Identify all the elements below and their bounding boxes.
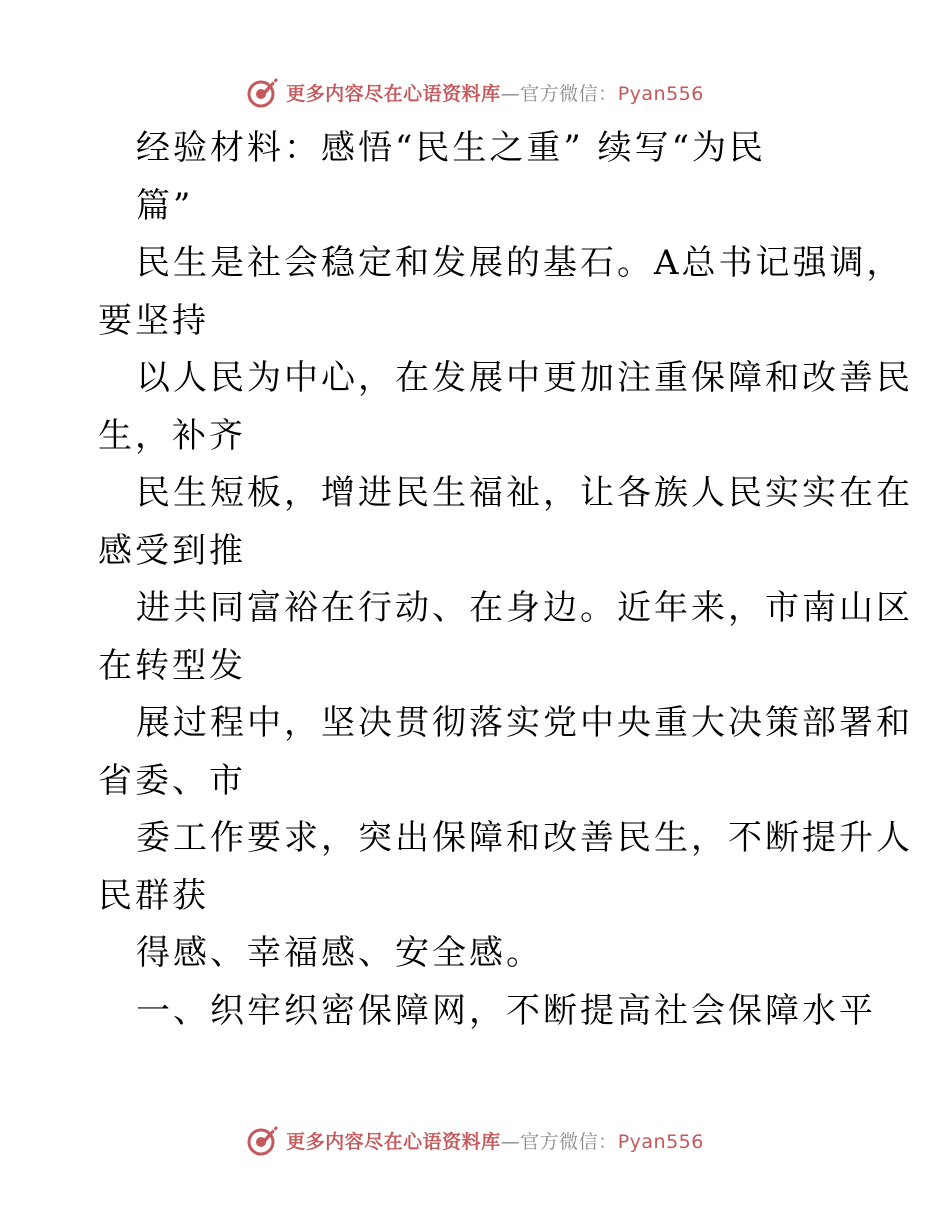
paragraph-line: 生，补齐 (98, 415, 246, 456)
paragraph-line: 展过程中，坚决贯彻落实党中央重大决策部署和 (136, 703, 913, 743)
paragraph-line: 省委、市 (98, 760, 246, 801)
watermark-main: 更多内容尽在心语资料库 (286, 82, 501, 105)
paragraph-line: 要坚持 (98, 300, 209, 341)
watermark-text (286, 1127, 704, 1154)
watermark-wechat-id: Pyan556 (617, 82, 704, 105)
paragraph-line: 民群获 (98, 875, 209, 916)
watermark-text (286, 79, 704, 106)
paragraph-line: 民生短板，增进民生福祉，让各族人民实实在在 (136, 473, 913, 513)
watermark-label: 官方微信： (520, 1130, 618, 1153)
document-title-line-1: 经验材料：感悟“民生之重” 续写“为民 (136, 128, 766, 168)
paragraph-line: 进共同富裕在行动、在身边。近年来，市南山区 (136, 588, 913, 628)
watermark-wechat-id: Pyan556 (617, 1130, 704, 1153)
watermark-label: 官方微信： (520, 82, 618, 105)
paragraph-line: 以人民为中心，在发展中更加注重保障和改善民 (136, 358, 913, 398)
document-title-line-2: 篇” (136, 185, 194, 226)
watermark-dash: — (500, 1130, 521, 1153)
quill-logo-icon (246, 75, 280, 109)
document-body (98, 120, 913, 1040)
footer-watermark (0, 1120, 950, 1160)
paragraph-line: 在转型发 (98, 645, 246, 686)
paragraph-line: 委工作要求，突出保障和改善民生，不断提升人 (136, 818, 913, 858)
paragraph-line: 感受到推 (98, 530, 246, 571)
quill-logo-icon (246, 1123, 280, 1157)
paragraph-line: 得感、幸福感、安全感。 (136, 933, 543, 973)
watermark-main: 更多内容尽在心语资料库 (286, 1130, 501, 1153)
section-heading: 一、织牢织密保障网，不断提高社会保障水平 (136, 990, 876, 1031)
paragraph-line: 民生是社会稳定和发展的基石。A总书记强调， (136, 243, 904, 283)
header-watermark (0, 72, 950, 112)
watermark-dash: — (500, 82, 521, 105)
